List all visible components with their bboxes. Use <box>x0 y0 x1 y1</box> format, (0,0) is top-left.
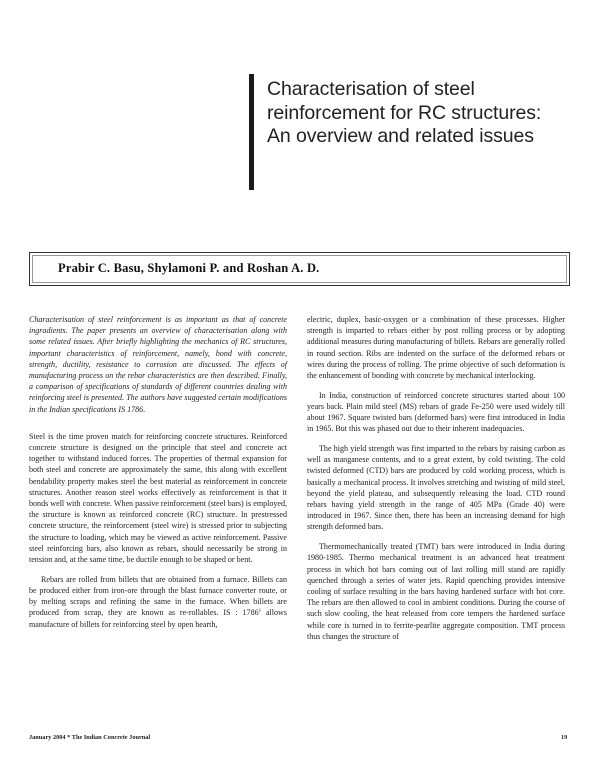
author-names: Prabir C. Basu, Shylamoni P. and Roshan A. D. <box>58 261 320 275</box>
abstract-block <box>29 314 287 415</box>
body-paragraph-2-part-b: allows manufacture of billets for reinforcing steel by open hearth, <box>29 608 287 629</box>
body-paragraph-5: The high yield strength was first imparted to the rebars by raising carbon as well as manganese contents, and to a great extent, by cold twisting. The cold twisted deformed (CTD) bars are produced by cold working process, which is basically a mechanical process. It involves stretching and twisting of mild steel, beyond the yield plateau, and subsequently releasing the load. CTD round rebars having yield strength in the range of 405 MPa (Grade 40) were introduced in 1967. Since then, there has been an increasing demand for high strength deformed bars. <box>307 444 565 532</box>
title-accent-bar <box>249 74 254 190</box>
body-paragraph-3: electric, duplex, basic-oxygen or a combination of these processes. Higher strength is imparted to rebars either by post rolling process or by adopting additional measures during manufacturing of billets. Rebars are generally rolled in round section. Ribs are indented on the surface of the deformed rebars or wires during the process of rolling. The prime objective of such deformation is the enhancement of bonding with concrete by mechanical interlocking. <box>307 315 565 381</box>
body-paragraph-2 <box>29 574 287 630</box>
body-paragraph-6: Thermomechanically treated (TMT) bars were introduced in India during 1980-1985. Thermo mechanical treatment is an advanced heat treatment process in which hot bars coming out of last rolling mill stand are rapidly quenched through a series of water jets. Rapid quenching provides intensive cooling of surface resulting in the bars having hardened surface with hot core. The rebars are then allowed to cool in ambient conditions. During the course of such slow cooling, the heat released from core tempers the hardened surface while core is turned in to ferrite-pearlite aggregate composition. TMT process thus changes the structure of <box>307 542 565 641</box>
body-paragraph-1: Steel is the time proven match for reinforcing concrete structures. Reinforced concrete structure is designed on the principle that steel and concrete act together to withstand induced forces. The properties of thermal expansion for both steel and concrete are approximately the same, this along with excellent bendability property makes steel the best material as reinforcement in concrete structures. Another reason steel works effectively as reinforcement is that it bonds well with concrete. When passive reinforcement (steel bars) is employed, the structure is known as reinforced concrete (RC) structure. In prestressed concrete structure, the reinforcement (steel wire) is stressed prior to subjecting the structure to loading, which may be viewed as active reinforcement. Passive steel reinforcing bars, also known as rebars, should necessarily be strong in tension and, at the same time, be ductile enough to be shaped or bent. <box>29 431 287 565</box>
body-paragraph-2-part-a: Rebars are rolled from billets that are obtained from a furnace. Billets can be produced either from iron-ore through the blast furnace converter route, or by melting scraps and refining the same in the furnace. When billets are produced from scrap, they are known as re-rollables. IS : 1786 <box>29 574 287 618</box>
reference-superscript: 1 <box>258 609 262 615</box>
footer-journal: January 2004 * The Indian Concrete Journal <box>29 734 151 741</box>
footer-page-number: 19 <box>561 734 568 741</box>
right-column <box>307 314 565 650</box>
body-paragraph-4: In India, construction of reinforced concrete structures started about 100 years back. Plain mild steel (MS) rebars of grade Fe-250 were used widely till about 1967. Square twisted bars (deformed bars) were first introduced in India in 1965. But this was phased out due to their inherent inadequacies. <box>307 390 565 434</box>
left-column <box>29 314 287 638</box>
abstract-text: Characterisation of steel reinforcement is as important as that of concrete ingradients. The paper presents an overview of characterisation along with some related issues. After briefly highlighting the mechanics of RC structures, important characteristics of reinforcement, namely, bond with concrete, strength, ductility, resistance to corrosion are discussed. The effects of manufacturing process on the rebar characteristics are then described. Finally, a comparison of specifications of standards of different countries dealing with reinforcing steel is presented. The authors have suggested certain modifications in the Indian specifications IS 1786. <box>29 315 287 414</box>
article-title: Characterisation of steel reinforcement for RC structures: An overview and related issues <box>267 78 542 147</box>
